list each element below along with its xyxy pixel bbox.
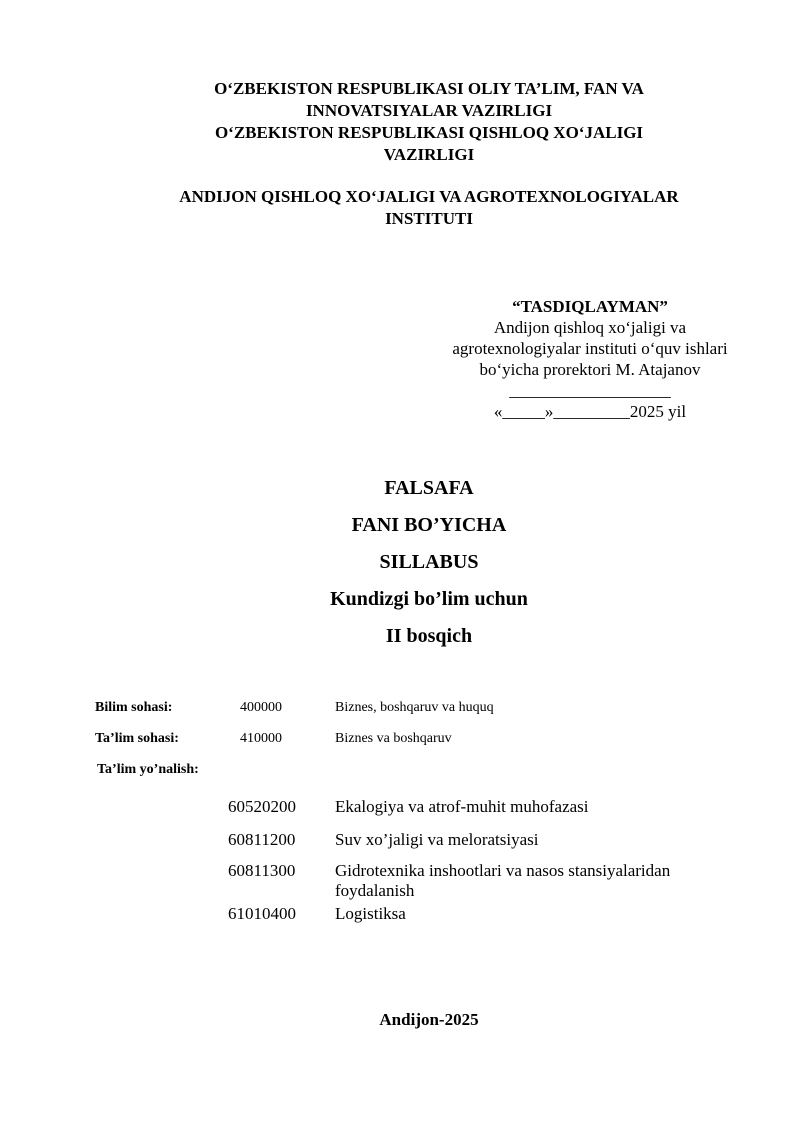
meta-code: 400000: [240, 700, 282, 715]
course-stage: II bosqich: [385, 625, 473, 647]
document-title: [0, 477, 800, 662]
signature-line: ___________________: [509, 381, 671, 400]
direction-code: 60520200: [228, 797, 296, 816]
approval-line: Andijon qishloq xo‘jaligi va: [493, 318, 687, 337]
meta-code: 410000: [240, 731, 282, 746]
institute-name: [0, 186, 800, 230]
direction-name: Suv xo’jaligi va meloratsiyasi: [335, 830, 539, 849]
approval-date-line: «_____»_________2025 yil: [493, 402, 687, 421]
ministry-header: [0, 78, 800, 166]
approval-block: [430, 296, 750, 422]
approval-line: bo‘yicha prorektori M. Atajanov: [479, 360, 701, 379]
direction-code: 60811200: [228, 830, 296, 849]
direction-name: Gidrotexnika inshootlari va nasos stansiyalaridan foydalanish: [335, 861, 671, 900]
meta-label: Ta’lim sohasi:: [95, 731, 179, 746]
ministry-line: O‘ZBEKISTON RESPUBLIKASI OLIY TA’LIM, FAN VA: [214, 79, 644, 98]
study-form: Kundizgi bo’lim uchun: [330, 588, 528, 610]
approval-heading: “TASDIQLAYMAN”: [512, 297, 668, 316]
direction-label: Ta’lim yo’nalish:: [97, 762, 199, 777]
title-line: FANI BO’YICHA: [351, 514, 507, 536]
ministry-line: O‘ZBEKISTON RESPUBLIKASI QISHLOQ XO‘JALIGI: [214, 123, 644, 142]
direction-name: Logistiksa: [335, 904, 406, 923]
meta-label: Bilim sohasi:: [95, 700, 173, 715]
institute-line: ANDIJON QISHLOQ XO‘JALIGI VA AGROTEXNOLOGIYALAR: [179, 187, 679, 206]
direction-name: Ekalogiya va atrof-muhit muhofazasi: [335, 797, 589, 816]
meta-value: Biznes, boshqaruv va huquq: [335, 700, 494, 715]
meta-value: Biznes va boshqaruv: [335, 731, 452, 746]
place-and-year: Andijon-2025: [379, 1010, 479, 1029]
approval-line: agrotexnologiyalar instituti o‘quv ishlari: [452, 339, 728, 358]
subject-name: FALSAFA: [384, 477, 474, 499]
ministry-line: INNOVATSIYALAR VAZIRLIGI: [305, 101, 553, 120]
direction-label-row: [97, 761, 199, 779]
document-type: SILLABUS: [379, 551, 479, 573]
ministry-line: VAZIRLIGI: [383, 145, 475, 164]
institute-line: INSTITUTI: [385, 209, 473, 228]
direction-code: 61010400: [228, 904, 296, 923]
direction-code: 60811300: [228, 861, 296, 880]
